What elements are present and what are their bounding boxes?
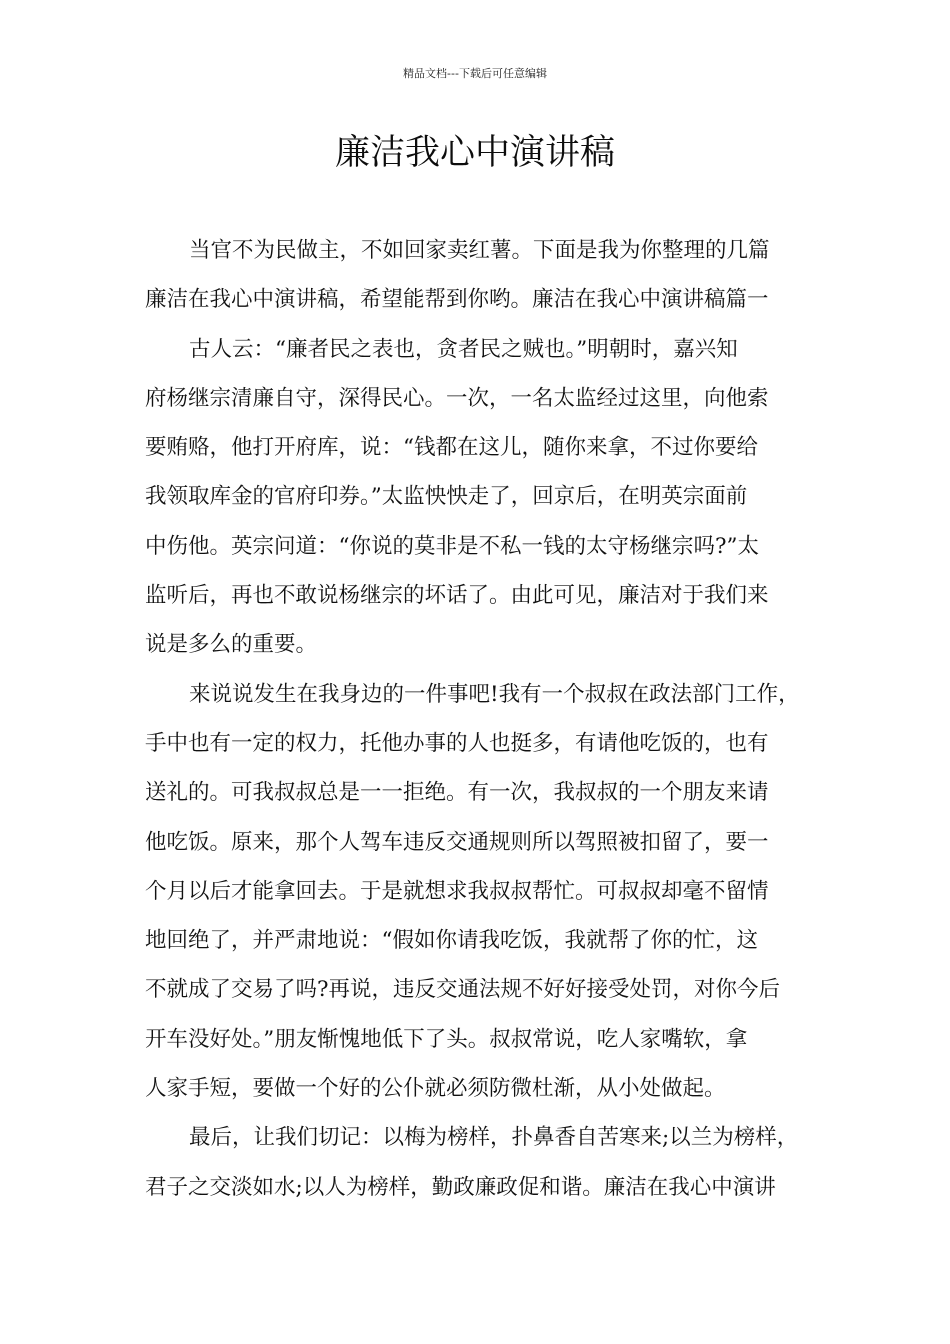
text-line: 我领取库金的官府印券。”太监怏怏走了，回京后，在明英宗面前 [145,484,748,510]
header-note: 精品文档---下载后可任意编辑 [403,67,547,80]
text-line: 要贿赂，他打开府库，说：“钱都在这儿，随你来拿，不过你要给 [145,435,758,461]
text-line: 送礼的。可我叔叔总是一一拒绝。有一次，我叔叔的一个朋友来请 [145,780,769,806]
text-line: 地回绝了，并严肃地说：“假如你请我吃饭，我就帮了你的忙，这 [145,928,758,954]
text-line: 人家手短，要做一个好的公仆就必须防微杜渐，从小处做起。 [145,1076,726,1102]
text-line: 廉洁在我心中演讲稿，希望能帮到你哟。廉洁在我心中演讲稿篇一 [145,287,769,313]
text-line: 说是多么的重要。 [145,632,318,658]
text-line: 古人云：“廉者民之表也，贪者民之贼也。”明朝时，嘉兴知 [189,336,738,362]
page-title: 廉洁我心中演讲稿 [334,133,615,173]
text-line: 他吃饭。原来，那个人驾车违反交通规则所以驾照被扣留了，要一 [145,829,769,855]
text-line: 开车没好处。”朋友惭愧地低下了头。叔叔常说，吃人家嘴软，拿 [145,1026,748,1052]
text-line: 不就成了交易了吗?再说，违反交通法规不好好接受处罚，对你今后 [145,977,781,1003]
text-line: 监听后，再也不敢说杨继宗的坏话了。由此可见，廉洁对于我们来 [145,583,769,609]
text-line: 最后，让我们切记：以梅为榜样，扑鼻香自苦寒来;以兰为榜样， [189,1125,799,1151]
text-line: 君子之交淡如水;以人为榜样，勤政廉政促和谐。廉洁在我心中演讲 [145,1174,776,1200]
text-line: 当官不为民做主，不如回家卖红薯。下面是我为你整理的几篇 [189,238,770,263]
text-line: 手中也有一定的权力，托他办事的人也挺多，有请他吃饭的，也有 [145,730,769,756]
text-line: 府杨继宗清廉自守，深得民心。一次，一名太监经过这里，向他索 [145,385,769,411]
text-line: 来说说发生在我身边的一件事吧!我有一个叔叔在政法部门工作， [189,681,800,707]
text-line: 中伤他。英宗问道：“你说的莫非是不私一钱的太守杨继宗吗?”太 [145,533,760,559]
body-text [145,226,810,1212]
text-line: 个月以后才能拿回去。于是就想求我叔叔帮忙。可叔叔却毫不留情 [145,878,769,904]
